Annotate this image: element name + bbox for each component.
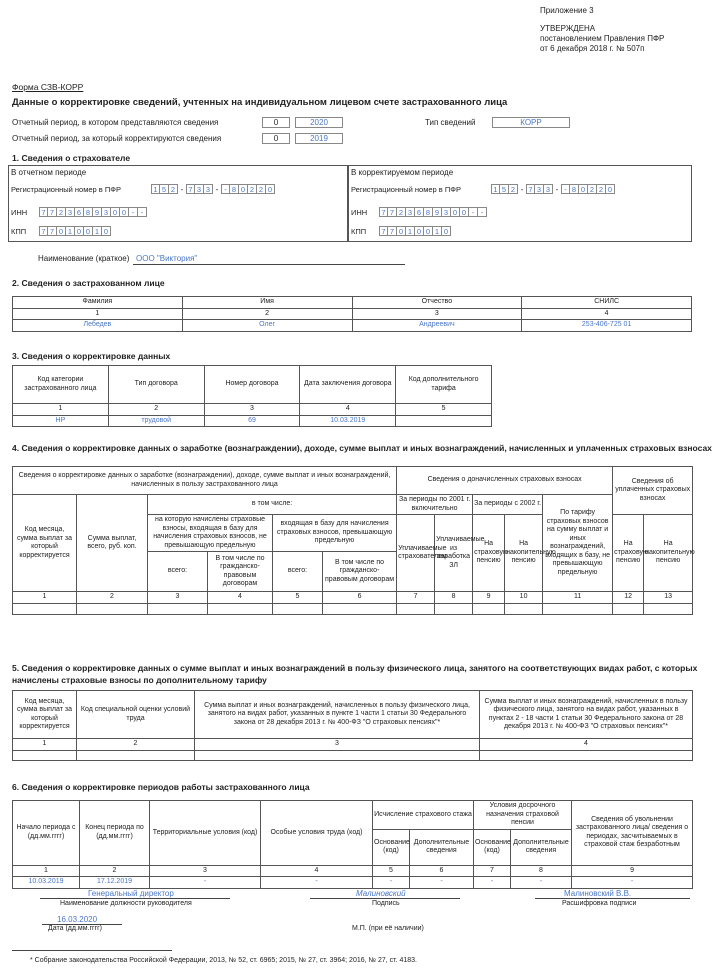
reporting-reg-part-1-digit[interactable]: 1 [151,184,160,194]
period-value-6: - [410,877,474,889]
period-col-num-2: 2 [80,865,150,877]
reporting-inn-digit[interactable]: - [138,207,147,217]
correction-value-1: НР [13,415,109,427]
corrected-inn-digit[interactable]: 6 [415,207,424,217]
corrected-period-title: В корректируемом периоде [351,168,454,177]
section3-title: 3. Сведения о корректировке данных [12,351,171,361]
corrected-inn-digit[interactable]: 7 [388,207,397,217]
corrected-inn-digit[interactable]: 2 [397,207,406,217]
reporting-inn-digit[interactable]: 2 [57,207,66,217]
corrected-reg-part-2-digit[interactable]: 3 [544,184,553,194]
earnings-col-num-1: 1 [13,592,77,604]
position-label: Наименование должности руководителя [60,900,192,907]
reporting-inn-digit[interactable]: 3 [66,207,75,217]
from-2002-header: За периоды с 2002 г. [473,495,543,515]
decoding-label: Расшифровка подписи [562,900,637,907]
signature-value: Малиновский [356,889,406,898]
calc-basis-header: Основание (код) [373,829,410,865]
correction-header-1: Код категории застрахованного лица [13,366,109,404]
person-header-1: Фамилия [13,297,183,309]
person-col-num-2: 2 [182,308,352,320]
add-tariff-cell[interactable] [77,750,195,760]
info-type-label: Тип сведений [425,118,476,127]
reporting-reg-part-2-digit[interactable]: 7 [186,184,195,194]
period-value-9: - [572,877,693,889]
earnings-col-num-3: 3 [148,592,208,604]
earnings-col-num-10: 10 [505,592,543,604]
appendix-label: Приложение 3 [540,6,594,15]
correction-header-5: Код дополнительного тарифа [396,366,492,404]
reporting-reg-part-2-cells[interactable] [186,184,213,194]
add-tariff-header-1: Код месяца, сумма выплат за который корректируется [13,691,77,739]
corrected-inn-label: ИНН [351,207,368,217]
corrected-kpp-digit[interactable]: 0 [415,226,424,236]
add-tariff-cell[interactable] [13,750,77,760]
reporting-kpp-digit[interactable]: 7 [48,226,57,236]
reporting-reg-row [11,184,275,194]
reporting-reg-part-3-digit[interactable]: 0 [239,184,248,194]
insurance-pension-header: На страховую пенсию [473,515,505,592]
corrected-kpp-digit[interactable]: 7 [388,226,397,236]
correction-col-num-3: 3 [204,404,300,416]
reporting-kpp-cells[interactable] [39,226,111,236]
reporting-kpp-label: КПП [11,226,27,236]
section2-title: 2. Сведения о застрахованном лице [12,278,165,288]
period-value-2: 17.12.2019 [80,877,150,889]
form-title: Данные о корректировке сведений, учтенных на индивидуальном лицевом счете застрахованного лица [12,97,508,108]
reporting-inn-digit[interactable]: - [129,207,138,217]
corrected-kpp-digit[interactable]: 1 [433,226,442,236]
decoding-value: Малиновский В.В. [564,889,632,898]
corrected-inn-row [351,207,487,217]
corrected-kpp-digit[interactable]: 0 [397,226,406,236]
reporting-reg-part-3-digit[interactable]: 2 [257,184,266,194]
corrected-inn-digit[interactable]: - [469,207,478,217]
reporting-inn-digit[interactable]: 0 [120,207,129,217]
additional-tariff-table [12,690,693,761]
charged-header: Сведения о доначисленных страховых взносах [397,467,613,495]
corrected-reg-part-3-digit[interactable]: 0 [579,184,588,194]
paid-funded-header: На накопительную пенсию [644,515,693,592]
reg-separator: - [555,184,559,194]
period-col-num-9: 9 [572,865,693,877]
early-basis-header: Основание (код) [474,829,511,865]
signature-label: Подпись [372,900,400,907]
short-name-label: Наименование (краткое) [38,254,130,263]
person-value-3: Андреевич [352,320,522,332]
early-extra-header: Дополнительные сведения [511,829,572,865]
add-tariff-col-num-3: 3 [195,739,480,751]
earnings-cell[interactable] [644,603,693,614]
tariff-header: По тарифу страховых взносов на сумму выплат и иных вознаграждений, входящих в базу, не превышающую предельную [543,495,613,592]
calc-extra-header: Дополнительные сведения [410,829,474,865]
earnings-cell[interactable] [77,603,148,614]
approval-block [540,6,664,54]
period-col-num-1: 1 [13,865,80,877]
add-tariff-col-num-4: 4 [480,739,693,751]
correction-col-num-2: 2 [108,404,204,416]
before-2001-header: За периоды по 2001 г. включительно [397,495,473,515]
earnings-col-num-11: 11 [543,592,613,604]
info-type-value[interactable]: КОРР [492,117,570,128]
person-header-3: Отчество [352,297,522,309]
corrected-inn-digit[interactable]: 0 [460,207,469,217]
correction-value-3: 69 [204,415,300,427]
add-tariff-col-num-1: 1 [13,739,77,751]
section4-title: 4. Сведения о корректировке данных о заработке (вознаграждении), доходе, сумме выплат и иных вознаграждений, начисленных и уплаченных страховых взносах [12,443,712,453]
corrected-period-label: Отчетный период, за который корректируются сведения [12,134,222,143]
funded-pension-header: На накопительную пенсию [505,515,543,592]
early-pension-header: Условия досрочного назначения страховой пенсии [474,801,572,830]
corrected-reg-part-3-cells[interactable] [561,184,615,194]
corrected-kpp-digit[interactable]: 0 [424,226,433,236]
footnote: * Собрание законодательства Российской Федерации, 2013, № 52, ст. 6965; 2015, № 27, ст. 3964; 2016, № 27, ст. 4183. [30,957,417,964]
reporting-reg-part-1-digit[interactable]: 2 [169,184,178,194]
earnings-col-num-12: 12 [613,592,644,604]
corrected-kpp-digit[interactable]: 1 [406,226,415,236]
payer-header: Уплачиваемые страхователем [397,515,435,592]
approved-by: постановлением Правления ПФР [540,34,665,43]
earnings-cell[interactable] [273,603,323,614]
corrected-reg-part-3-digit[interactable]: 8 [570,184,579,194]
period-value-7: - [474,877,511,889]
reporting-reg-part-1-cells[interactable] [151,184,178,194]
corrected-kpp-label: КПП [351,226,367,236]
position-value: Генеральный директор [88,889,174,898]
paid-header: Сведения об уплаченных страховых взносах [613,467,693,515]
earnings-col-num-9: 9 [473,592,505,604]
correction-col-num-5: 5 [396,404,492,416]
corrected-reg-part-3-digit[interactable]: 0 [606,184,615,194]
earnings-col-num-7: 7 [397,592,435,604]
date-label: Дата (дд.мм.гггг) [48,925,103,932]
corrected-kpp-digit[interactable]: 0 [442,226,451,236]
earnings-col-num-13: 13 [644,592,693,604]
earnings-cell[interactable] [397,603,435,614]
earnings-cell[interactable] [435,603,473,614]
reporting-reg-part-3-cells[interactable] [221,184,275,194]
signature-line [310,898,460,899]
person-value-1: Лебедев [13,320,183,332]
reporting-reg-part-3-digit[interactable]: 0 [266,184,275,194]
base-header: на которую начислены страховые взносы, входящая в базу для начисления страховых взносов, не превышающую предельную [148,515,273,552]
earnings-col-num-5: 5 [273,592,323,604]
person-col-num-4: 4 [522,308,692,320]
corrected-reg-row [351,184,615,194]
earnings-cell[interactable] [148,603,208,614]
reporting-inn-cells[interactable] [39,207,147,217]
reporting-reg-part-3-digit[interactable]: - [221,184,230,194]
reporting-inn-digit[interactable]: 3 [102,207,111,217]
earnings-col-num-4: 4 [208,592,273,604]
reporting-kpp-digit[interactable]: 0 [57,226,66,236]
reporting-kpp-digit[interactable]: 0 [84,226,93,236]
reg-separator: - [215,184,219,194]
base-civil-header: В том числе по гражданско-правовым договорам [208,552,273,592]
special-conditions-header: Особые условия труда (код) [261,801,373,866]
reporting-reg-part-1-digit[interactable]: 5 [160,184,169,194]
correction-data-table [12,365,492,427]
corrected-kpp-digit[interactable]: 7 [379,226,388,236]
corrected-inn-digit[interactable]: 9 [433,207,442,217]
period-value-1: 10.03.2019 [13,877,80,889]
correction-col-num-4: 4 [300,404,396,416]
earnings-cell[interactable] [505,603,543,614]
corrected-reg-part-1-digit[interactable]: 2 [509,184,518,194]
reg-separator: - [520,184,524,194]
corrected-inn-digit[interactable]: 3 [442,207,451,217]
reporting-inn-digit[interactable]: 8 [84,207,93,217]
corrected-kpp-row [351,226,451,236]
correction-header-3: Номер договора [204,366,300,404]
add-tariff-header-3: Сумма выплат и иных вознаграждений, начисленных в пользу физического лица, занятого на видах работ, указанных в пункте 1 части 1 статьи 30 Федерального закона от 28 декабря 2013 г. № 400-ФЗ "О страховых пенсиях"* [195,691,480,739]
reporting-period-title: В отчетном периоде [11,168,87,177]
earnings-col-num-8: 8 [435,592,473,604]
correction-header-2: Тип договора [108,366,204,404]
add-tariff-cell[interactable] [480,750,693,760]
submit-period-code[interactable]: 0 [262,117,290,128]
section6-title: 6. Сведения о корректировке периодов работы застрахованного лица [12,782,310,792]
section5-title-line2: начислены страховые взносы по дополнительному тарифу [12,675,267,685]
over-civil-header: В том числе по гражданско-правовым договорам [323,552,397,592]
add-tariff-header-4: Сумма выплат и иных вознаграждений, начисленных в пользу физического лица, занятого на видах работ, указанных в пунктах 2 - 18 части 1 статьи 30 Федерального закона от 28 декабря 2013 г. № 400-ФЗ "О страховых пенсиях"* [480,691,693,739]
correction-value-5 [396,415,492,427]
reporting-reg-part-2-digit[interactable]: 3 [204,184,213,194]
reporting-inn-digit[interactable]: 9 [93,207,102,217]
period-col-num-8: 8 [511,865,572,877]
section1-title: 1. Сведения о страхователе [12,153,131,163]
period-col-num-7: 7 [474,865,511,877]
corrected-reg-part-2-digit[interactable]: 3 [535,184,544,194]
reporting-inn-row [11,207,147,217]
reg-separator: - [180,184,184,194]
seniority-calc-header: Исчисление страхового стажа [373,801,474,830]
period-value-4: - [261,877,373,889]
approved-label: УТВЕРЖДЕНА [540,24,596,33]
add-tariff-cell[interactable] [195,750,480,760]
corrected-inn-digit[interactable]: - [478,207,487,217]
add-tariff-header-2: Код специальной оценки условий труда [77,691,195,739]
earnings-col-num-6: 6 [323,592,397,604]
over-limit-header: входящая в базу для начисления страховых взносов, превышающую предельную [273,515,397,552]
add-tariff-col-num-2: 2 [77,739,195,751]
correction-value-2: трудовой [108,415,204,427]
corrected-reg-part-2-digit[interactable]: 7 [526,184,535,194]
corrected-inn-digit[interactable]: 3 [406,207,415,217]
total-sum-header: Сумма выплат, всего, руб. коп. [77,495,148,592]
reporting-reg-part-3-digit[interactable]: 8 [230,184,239,194]
footnote-divider [12,950,172,951]
dismissal-header: Сведения об увольнении застрахованного лица/ сведения о периодах, засчитываемых в страховой стаж безработным [572,801,693,866]
corrected-period-code[interactable]: 0 [262,133,290,144]
reporting-kpp-digit[interactable]: 1 [66,226,75,236]
month-code-header: Код месяца, сумма выплат за который корректируется [13,495,77,592]
person-header-2: Имя [182,297,352,309]
date-value: 16.03.2020 [57,915,98,924]
reporting-reg-part-3-digit[interactable]: 2 [248,184,257,194]
reporting-reg-part-2-digit[interactable]: 3 [195,184,204,194]
submit-period-label: Отчетный период, в котором представляются сведения [12,118,219,127]
reporting-inn-digit[interactable]: 6 [75,207,84,217]
reporting-kpp-digit[interactable]: 7 [39,226,48,236]
paid-insurance-header: На страховую пенсию [613,515,644,592]
submit-period-year[interactable]: 2020 [295,117,343,128]
section5-title-line1: 5. Сведения о корректировке данных о сумме выплат и иных вознаграждений в пользу физического лица, занятого на соответствующих видах работ, с которых [12,663,698,673]
base-total-header: всего: [148,552,208,592]
form-name: Форма СЗВ-КОРР [12,82,84,92]
corrected-inn-cells[interactable] [379,207,487,217]
period-value-3: - [150,877,261,889]
earnings-cell[interactable] [13,603,77,614]
earnings-col-num-2: 2 [77,592,148,604]
earnings-table [12,466,693,615]
correction-header-4: Дата заключения договора [300,366,396,404]
decoding-line [535,898,690,899]
period-value-5: - [373,877,410,889]
period-col-num-4: 4 [261,865,373,877]
earnings-header: Сведения о корректировке данных о заработке (вознаграждении), доходе, сумме выплат и иных вознаграждений, начисленных в пользу застрахованного лица [13,467,397,495]
corrected-inn-digit[interactable]: 7 [379,207,388,217]
correction-value-4: 10.03.2019 [300,415,396,427]
stamp-label: М.П. (при её наличии) [352,925,424,932]
corrected-reg-part-2-cells[interactable] [526,184,553,194]
reporting-kpp-digit[interactable]: 1 [93,226,102,236]
earnings-cell[interactable] [543,603,613,614]
earnings-cell[interactable] [323,603,397,614]
short-name-line [133,264,405,265]
reporting-kpp-digit[interactable]: 0 [102,226,111,236]
corrected-reg-part-1-digit[interactable]: 5 [500,184,509,194]
corrected-reg-part-3-digit[interactable]: 2 [588,184,597,194]
reporting-inn-digit[interactable]: 7 [48,207,57,217]
earnings-cell[interactable] [613,603,644,614]
period-value-8: - [511,877,572,889]
period-col-num-6: 6 [410,865,474,877]
reporting-kpp-digit[interactable]: 0 [75,226,84,236]
territorial-header: Территориальные условия (код) [150,801,261,866]
corrected-reg-part-3-digit[interactable]: - [561,184,570,194]
corrected-period-year[interactable]: 2019 [295,133,343,144]
person-col-num-3: 3 [352,308,522,320]
person-col-num-1: 1 [13,308,183,320]
earnings-cell[interactable] [473,603,505,614]
corrected-inn-digit[interactable]: 8 [424,207,433,217]
pay-zl-header: Уплачиваемые из заработка ЗЛ [435,515,473,592]
short-name-value: ООО "Виктория" [136,254,198,263]
corrected-kpp-cells[interactable] [379,226,451,236]
period-start-header: Начало периода с (дд.мм.гггг) [13,801,80,866]
person-value-2: Олег [182,320,352,332]
corrected-reg-part-1-cells[interactable] [491,184,518,194]
person-value-4: 253-406-725 01 [522,320,692,332]
correction-col-num-1: 1 [13,404,109,416]
reporting-inn-digit[interactable]: 7 [39,207,48,217]
corrected-reg-part-1-digit[interactable]: 1 [491,184,500,194]
period-col-num-5: 5 [373,865,410,877]
over-total-header: всего: [273,552,323,592]
corrected-reg-label: Регистрационный номер в ПФР [351,184,461,194]
including-header: в том числе: [148,495,397,515]
work-periods-table [12,800,693,889]
reporting-inn-digit[interactable]: 0 [111,207,120,217]
period-end-header: Конец периода по (дд.мм.гггг) [80,801,150,866]
insured-person-table [12,296,692,332]
position-line [40,898,230,899]
earnings-cell[interactable] [208,603,273,614]
reporting-reg-label: Регистрационный номер в ПФР [11,184,121,194]
period-col-num-3: 3 [150,865,261,877]
corrected-reg-part-3-digit[interactable]: 2 [597,184,606,194]
person-header-4: СНИЛС [522,297,692,309]
corrected-inn-digit[interactable]: 0 [451,207,460,217]
approved-date: от 6 декабря 2018 г. № 507п [540,44,645,53]
reporting-inn-label: ИНН [11,207,28,217]
reporting-kpp-row [11,226,111,236]
